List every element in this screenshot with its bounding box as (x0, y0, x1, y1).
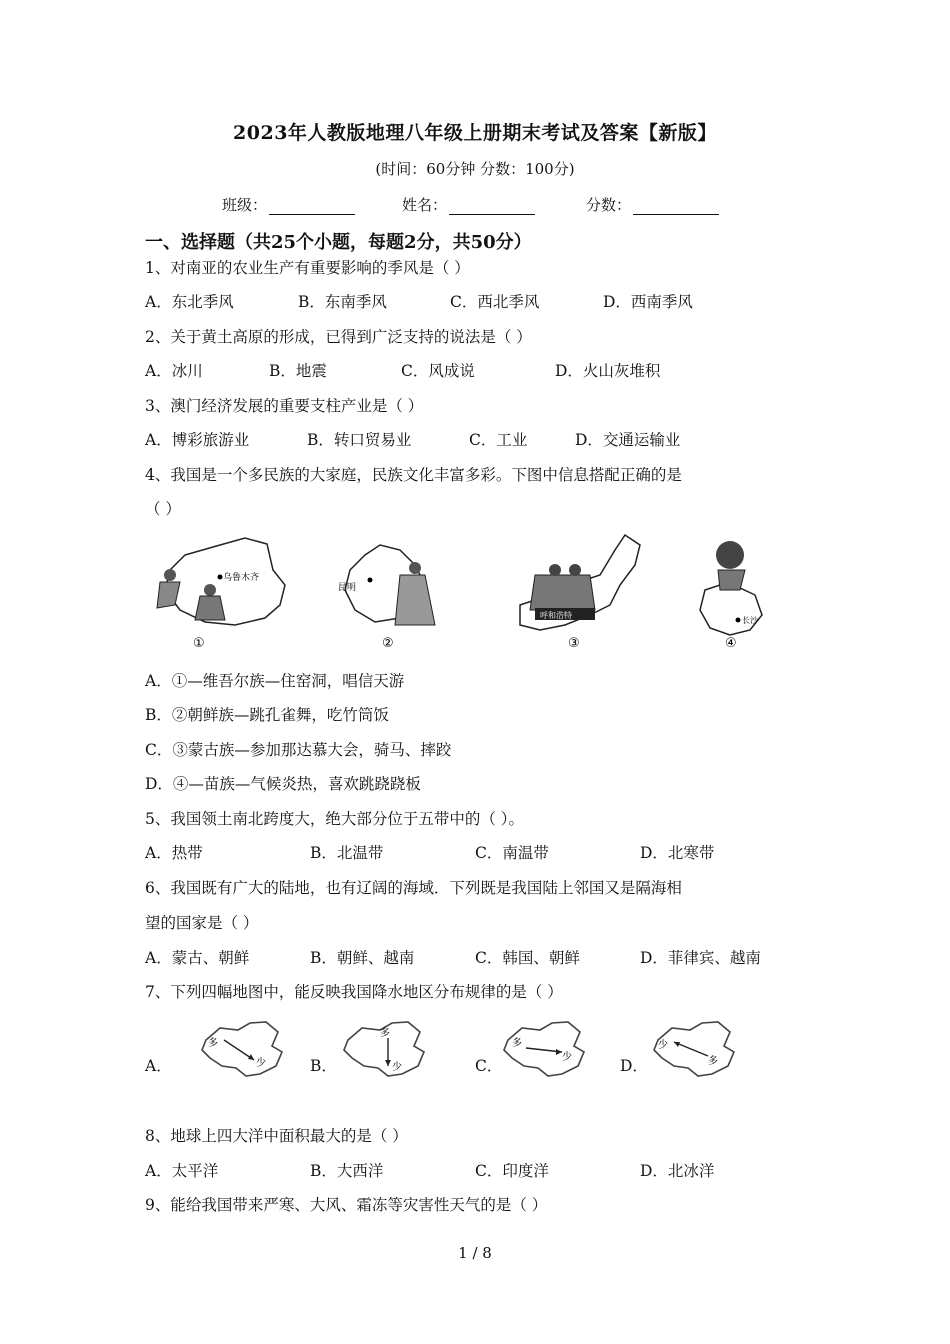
map-number-4: ④ (725, 636, 737, 651)
page-number: 1 / 8 (458, 1244, 492, 1262)
q6-option-c: C．韩国、朝鲜 (475, 949, 580, 967)
class-field (222, 194, 355, 215)
q3-option-a: A．博彩旅游业 (145, 431, 250, 449)
q5-option-c: C．南温带 (475, 844, 549, 862)
q7b-less: 少 (392, 1062, 402, 1073)
q1-option-a: A．东北季风 (145, 293, 234, 311)
question-6-stem-cont: 望的国家是（ ） (145, 914, 259, 932)
q2-option-b: B．地震 (269, 362, 327, 380)
page-title: 2023年人教版地理八年级上册期末考试及答案【新版】 (233, 122, 717, 144)
map-label-1: 乌鲁木齐 (223, 573, 260, 583)
name-blank[interactable] (449, 198, 535, 215)
class-blank[interactable] (269, 198, 355, 215)
q5-option-d: D．北寒带 (640, 844, 715, 862)
q6-option-d: D．菲律宾、越南 (640, 949, 761, 967)
q7-option-b: B． (310, 1057, 337, 1075)
q7b-more: 多 (380, 1028, 390, 1039)
inner-mongolia-map (520, 535, 640, 651)
q7c-less: 少 (562, 1052, 572, 1063)
question-2-stem: 2、关于黄土高原的形成，已得到广泛支持的说法是（ ） (145, 328, 532, 346)
ethnic-maps-figure (145, 530, 770, 659)
q7a-less: 少 (256, 1058, 266, 1069)
q1-option-b: B．东南季风 (298, 293, 387, 311)
q7d-more: 多 (708, 1056, 718, 1067)
q4-option-d: D．④—苗族—气候炎热，喜欢跳跷跷板 (145, 775, 421, 793)
map-number-3: ③ (568, 636, 580, 651)
score-label: 分数： (586, 196, 632, 214)
question-4-stem: 4、我国是一个多民族的大家庭，民族文化丰富多彩。下图中信息搭配正确的是 (145, 466, 682, 484)
q3-option-b: B．转口贸易业 (307, 431, 412, 449)
q7-option-c: C． (475, 1057, 503, 1075)
ethnic-maps-svg (145, 530, 770, 655)
question-1-stem: 1、对南亚的农业生产有重要影响的季风是（ ） (145, 259, 470, 277)
q7-option-d: D． (620, 1057, 648, 1075)
q7-map-d (650, 1018, 742, 1084)
q4-option-a: A．①—维吾尔族—住窑洞，唱信天游 (145, 672, 405, 690)
q7-map-c (500, 1018, 592, 1084)
q3-option-c: C．工业 (469, 431, 528, 449)
q7c-more: 多 (512, 1038, 522, 1049)
q2-option-d: D．火山灰堆积 (555, 362, 661, 380)
q7d-less: 少 (658, 1040, 668, 1051)
map-label-2: 昆明 (338, 583, 357, 593)
hunan-map (700, 541, 762, 651)
yunnan-map (338, 545, 435, 651)
q8-option-b: B．大西洋 (310, 1162, 384, 1180)
question-9-stem: 9、能给我国带来严寒、大风、霜冻等灾害性天气的是（ ） (145, 1196, 548, 1214)
question-4-stem-cont: （ ） (145, 500, 181, 518)
q1-option-c: C．西北季风 (450, 293, 540, 311)
question-6-stem: 6、我国既有广大的陆地，也有辽阔的海域．下列既是我国陆上邻国又是隔海相 (145, 879, 682, 897)
q4-option-c: C．③蒙古族—参加那达慕大会，骑马、摔跤 (145, 741, 452, 759)
q8-option-a: A．太平洋 (145, 1162, 219, 1180)
q5-option-a: A．热带 (145, 844, 203, 862)
q7-map-a (198, 1018, 290, 1084)
q7a-more: 多 (208, 1038, 218, 1049)
map-label-3: 呼和浩特 (540, 611, 572, 620)
q5-option-b: B．北温带 (310, 844, 384, 862)
q7-option-a: A． (145, 1057, 172, 1075)
section-heading: 一、选择题（共25个小题，每题2分，共50分） (145, 232, 532, 253)
q6-option-a: A．蒙古、朝鲜 (145, 949, 250, 967)
exam-time-score: (时间：60分钟 分数：100分) (375, 160, 575, 178)
map-number-1: ① (193, 636, 205, 651)
q8-option-d: D．北冰洋 (640, 1162, 715, 1180)
class-label: 班级： (222, 196, 268, 214)
map-number-2: ② (382, 636, 394, 651)
q2-option-a: A．冰川 (145, 362, 203, 380)
question-8-stem: 8、地球上四大洋中面积最大的是（ ） (145, 1127, 408, 1145)
score-blank[interactable] (633, 198, 719, 215)
q8-option-c: C．印度洋 (475, 1162, 549, 1180)
question-5-stem: 5、我国领土南北跨度大，绝大部分位于五带中的（ ）。 (145, 810, 525, 828)
name-field (402, 194, 535, 215)
question-7-stem: 7、下列四幅地图中，能反映我国降水地区分布规律的是（ ） (145, 983, 563, 1001)
name-label: 姓名： (402, 196, 448, 214)
q1-option-d: D．西南季风 (603, 293, 693, 311)
q3-option-d: D．交通运输业 (575, 431, 681, 449)
q4-option-b: B．②朝鲜族—跳孔雀舞，吃竹筒饭 (145, 706, 389, 724)
xinjiang-map (157, 538, 285, 651)
question-3-stem: 3、澳门经济发展的重要支柱产业是（ ） (145, 397, 424, 415)
map-label-4: 长沙 (742, 616, 758, 625)
score-field (586, 194, 719, 215)
q7-map-b (340, 1018, 432, 1084)
q6-option-b: B．朝鲜、越南 (310, 949, 415, 967)
q2-option-c: C．风成说 (401, 362, 475, 380)
